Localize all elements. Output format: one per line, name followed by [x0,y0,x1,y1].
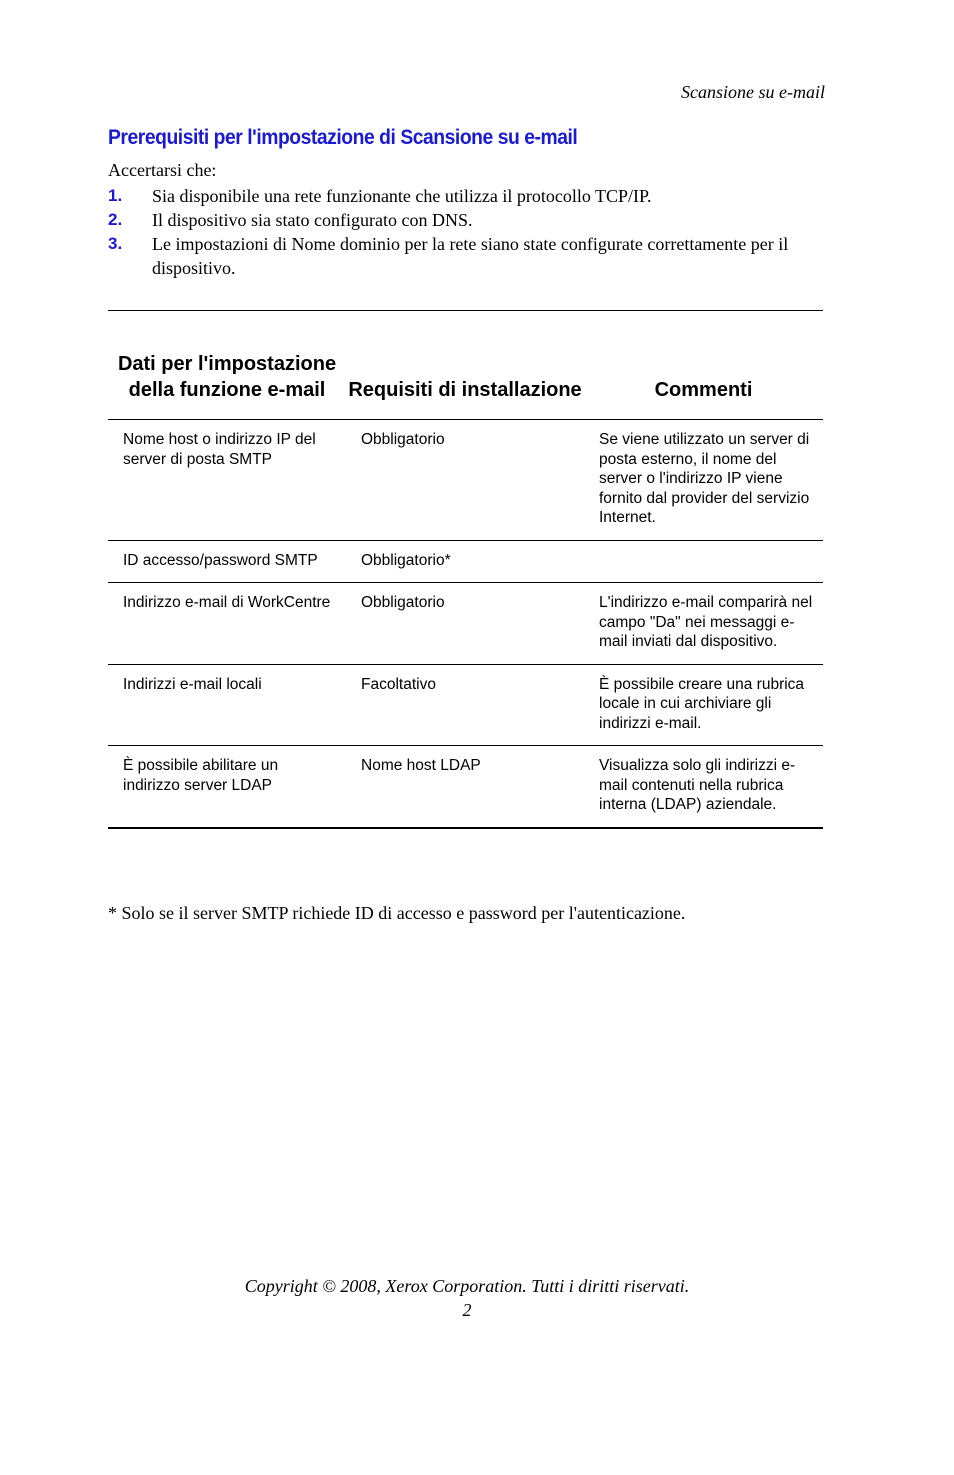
table-cell: Nome host LDAP [361,757,481,774]
table-cell: Indirizzi e-mail locali [123,675,262,693]
list-item [108,208,823,232]
list-item [108,232,823,280]
table-cell: Visualizza solo gli indirizzi e-mail contenuti nella rubrica interna (LDAP) aziendale. [599,757,796,813]
table-cell: Obbligatorio* [361,551,451,569]
steps-list [108,184,823,280]
table-row [108,420,823,541]
table-cell: Nome host o indirizzo IP del server di posta SMTP [123,431,316,468]
list-item [108,184,823,208]
intro-text: Accertarsi che: [108,160,217,180]
table-cell [584,541,823,583]
table-cell: ID accesso/password SMTP [123,551,318,569]
table-cell: Se viene utilizzato un server di posta esterno, il nome del server o l'indirizzo IP viene fornito dal provider del servizio Internet. [599,431,810,526]
step-text: Il dispositivo sia stato configurato con DNS. [152,210,473,230]
step-number: 2. [108,210,123,229]
table-header-requirements: Requisiti di installazione [348,379,582,401]
section-title: Prerequisiti per l'impostazione di Scansione su e-mail [108,126,578,149]
page-number: 2 [462,1300,472,1320]
table-header-comments: Commenti [654,379,753,401]
table-cell: L'indirizzo e-mail comparirà nel campo "Da" nei messaggi e-mail inviati dal dispositivo. [599,594,813,650]
table-row [108,583,823,665]
running-header: Scansione su e-mail [681,82,825,102]
step-text: Le impostazioni di Nome dominio per la rete siano state configurate correttamente per il dispositivo. [152,234,789,278]
requirements-table [108,310,823,829]
table-cell: È possibile abilitare un indirizzo server LDAP [123,757,279,794]
table-row [108,665,823,747]
table-cell: È possibile creare una rubrica locale in cui archiviare gli indirizzi e-mail. [599,675,805,732]
copyright-text: Copyright © 2008, Xerox Corporation. Tutti i diritti riservati. [244,1276,690,1296]
table-cell: Obbligatorio [361,431,445,448]
step-text: Sia disponibile una rete funzionante che utilizza il protocollo TCP/IP. [152,186,652,206]
step-number: 3. [108,234,123,253]
table-cell: Facoltativo [361,675,436,693]
page-footer [0,1274,934,1322]
table-cell: Obbligatorio [361,594,445,611]
table-row [108,541,823,584]
table-header-data: Dati per l'impostazione della funzione e-mail [117,353,337,401]
footnote: * Solo se il server SMTP richiede ID di accesso e password per l'autenticazione. [108,903,686,923]
step-number: 1. [108,186,123,205]
table-row [108,746,823,827]
table-header-row [108,311,823,420]
table-cell: Indirizzo e-mail di WorkCentre [123,594,331,611]
